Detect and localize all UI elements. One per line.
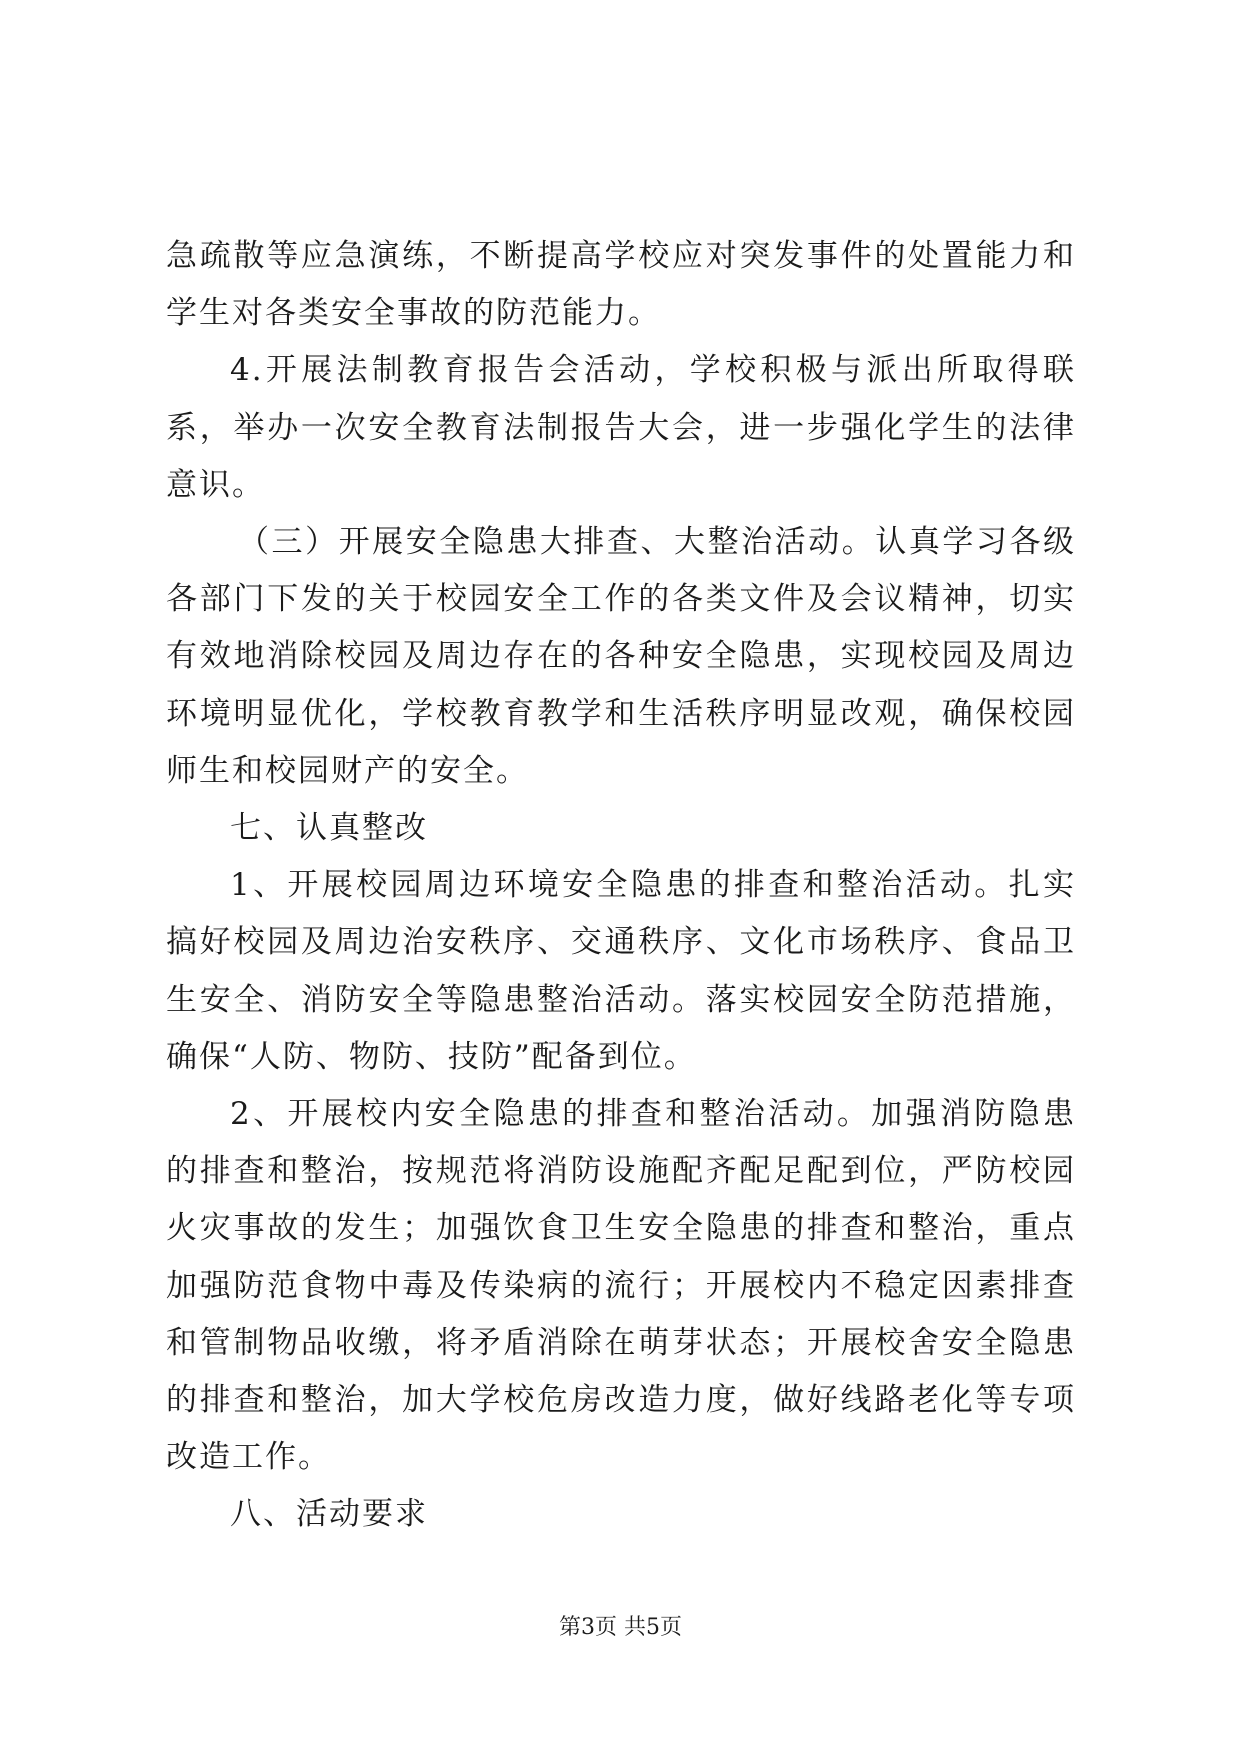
paragraph-continuation: 急疏散等应急演练，不断提高学校应对突发事件的处置能力和学生对各类安全事故的防范能力。 (166, 238, 1076, 332)
paragraph-section-3: （三）开展安全隐患大排查、大整治活动。认真学习各级各部门下发的关于校园安全工作的各类文件及会议精神，切实有效地消除校园及周边存在的各种安全隐患，实现校园及周边环境明显优化，学校教育教学和生活秩序明显改观，确保校园师生和校园财产的安全。 (166, 524, 1076, 789)
page-number-label: 第3页 共5页 (559, 1615, 682, 1640)
paragraph-item-1: 1、开展校园周边环境安全隐患的排查和整治活动。扎实搞好校园及周边治安秩序、交通秩序、文化市场秩序、食品卫生安全、消防安全等隐患整治活动。落实校园安全防范措施，确保“人防、物防、技防”配备到位。 (166, 867, 1076, 1075)
paragraph-item-4: 4.开展法制教育报告会活动，学校积极与派出所取得联系，举办一次安全教育法制报告大会，进一步强化学生的法律意识。 (166, 352, 1076, 503)
section-heading-7: 七、认真整改 (230, 810, 428, 847)
paragraph-item-2: 2、开展校内安全隐患的排查和整治活动。加强消防隐患的排查和整治，按规范将消防设施配齐配足配到位，严防校园火灾事故的发生；加强饮食卫生安全隐患的排查和整治，重点加强防范食物中毒及传染病的流行；开展校内不稳定因素排查和管制物品收缴，将矛盾消除在萌芽状态；开展校舍安全隐患的排查和整治，加大学校危房改造力度，做好线路老化等专项改造工作。 (166, 1096, 1076, 1476)
page-footer (0, 1614, 1241, 1642)
section-heading-8: 八、活动要求 (230, 1496, 428, 1533)
document-body (166, 228, 1076, 1544)
